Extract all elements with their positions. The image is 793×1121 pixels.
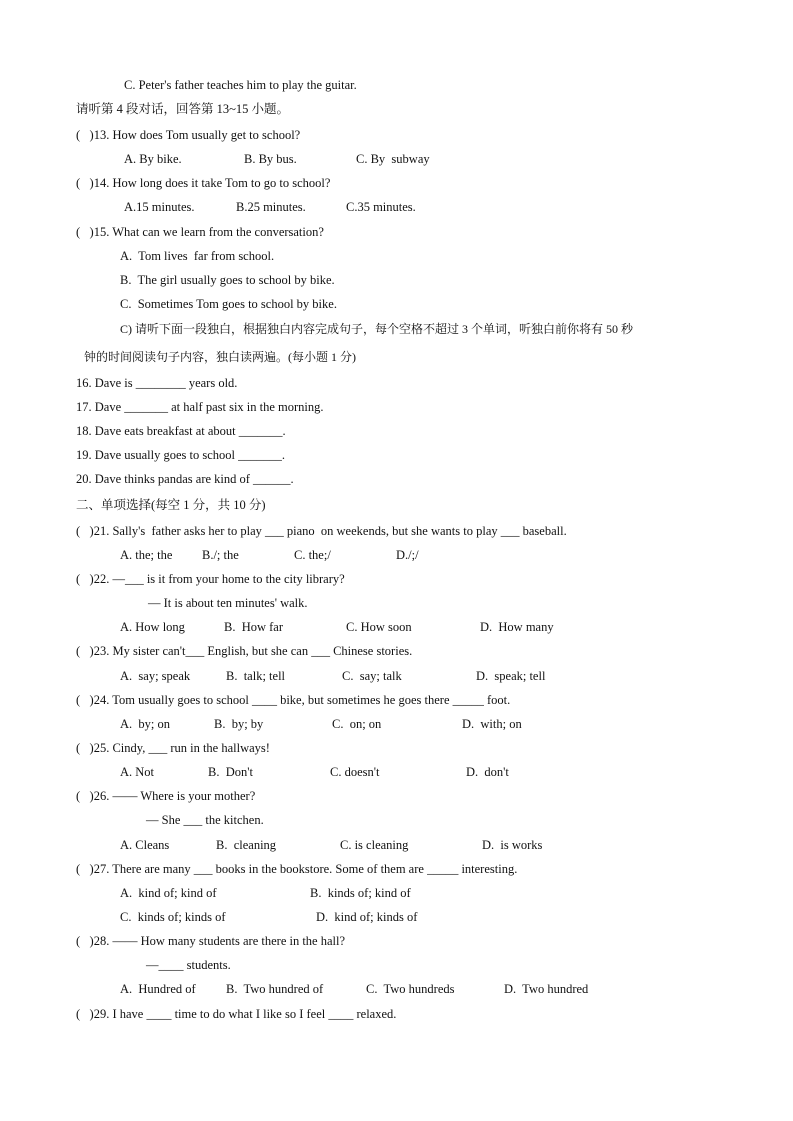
q20: 20. Dave thinks pandas are kind of ______. — [76, 472, 294, 486]
q24-option-c: C. on; on — [332, 717, 382, 731]
q27-option-b: B. kinds of; kind of — [310, 886, 411, 900]
q24-stem: ( )24. Tom usually goes to school ____ bike, but sometimes he goes there _____ foot. — [76, 693, 511, 707]
q26-option-d: D. is works — [482, 838, 543, 852]
q13-option-b: B. By bus. — [244, 152, 297, 166]
q14-stem: ( )14. How long does it take Tom to go to school? — [76, 176, 331, 190]
q21-option-d: D./;/ — [396, 548, 419, 562]
q14-option-a: A.15 minutes. — [124, 200, 195, 214]
q23-option-b: B. talk; tell — [226, 669, 286, 683]
q28-stem: ( )28. —— How many students are there in the hall? — [76, 934, 346, 948]
q28-option-d: D. Two hundred — [504, 982, 589, 996]
q15-option-a: A. Tom lives far from school. — [120, 249, 275, 263]
q26-option-a: A. Cleans — [120, 838, 170, 852]
q25-option-d: D. don't — [466, 765, 509, 779]
q22-option-a: A. How long — [120, 620, 185, 634]
q17: 17. Dave _______ at half past six in the morning. — [76, 400, 324, 414]
q23-option-d: D. speak; tell — [476, 669, 546, 683]
q21-stem: ( )21. Sally's father asks her to play ___ piano on weekends, but she wants to play ___ baseball. — [76, 524, 567, 538]
q21-option-a: A. the; the — [120, 548, 173, 562]
q14-option-b: B.25 minutes. — [236, 200, 306, 214]
q23-option-a: A. say; speak — [120, 669, 191, 683]
q12-option-c: C. Peter's father teaches him to play the guitar. — [124, 78, 357, 92]
q24-option-a: A. by; on — [120, 717, 170, 731]
q25-option-b: B. Don't — [208, 765, 253, 779]
q27-stem: ( )27. There are many ___ books in the bookstore. Some of them are _____ interesting. — [76, 862, 518, 876]
q15-stem: ( )15. What can we learn from the conversation? — [76, 225, 324, 239]
section-c-instruction-line1: C) 请听下面一段独白，根据独白内容完成句子，每个空格不超过 3 个单词，听独白前你将有 50 秒 — [120, 322, 634, 336]
q13-stem: ( )13. How does Tom usually get to school? — [76, 128, 301, 142]
q18: 18. Dave eats breakfast at about _______. — [76, 424, 286, 438]
q26-reply: — She ___ the kitchen. — [146, 813, 264, 827]
q13-option-a: A. By bike. — [124, 152, 182, 166]
q15-option-c: C. Sometimes Tom goes to school by bike. — [120, 297, 337, 311]
section-c-instruction-line2: 钟的时间阅读句子内容，独白读两遍。(每小题 1 分) — [84, 350, 356, 364]
section-4-instruction: 请听第 4 段对话，回答第 13~15 小题。 — [76, 102, 290, 116]
q22-option-c: C. How soon — [346, 620, 412, 634]
q22-stem: ( )22. —___ is it from your home to the city library? — [76, 572, 345, 586]
q19: 19. Dave usually goes to school _______. — [76, 448, 286, 462]
q14-option-c: C.35 minutes. — [346, 200, 416, 214]
q26-stem: ( )26. —— Where is your mother? — [76, 789, 256, 803]
q28-reply: —____ students. — [146, 958, 231, 972]
q21-option-b: B./; the — [202, 548, 239, 562]
q15-option-b: B. The girl usually goes to school by bike. — [120, 273, 335, 287]
q26-option-b: B. cleaning — [216, 838, 277, 852]
q24-option-d: D. with; on — [462, 717, 522, 731]
q22-reply: — It is about ten minutes' walk. — [148, 596, 308, 610]
q23-stem: ( )23. My sister can't___ English, but she can ___ Chinese stories. — [76, 644, 413, 658]
q13-option-c: C. By subway — [356, 152, 430, 166]
q25-stem: ( )25. Cindy, ___ run in the hallways! — [76, 741, 270, 755]
q27-option-c: C. kinds of; kinds of — [120, 910, 226, 924]
q23-option-c: C. say; talk — [342, 669, 402, 683]
q24-option-b: B. by; by — [214, 717, 264, 731]
q28-option-a: A. Hundred of — [120, 982, 196, 996]
q28-option-c: C. Two hundreds — [366, 982, 455, 996]
q25-option-a: A. Not — [120, 765, 155, 779]
q26-option-c: C. is cleaning — [340, 838, 409, 852]
q22-option-d: D. How many — [480, 620, 554, 634]
q22-option-b: B. How far — [224, 620, 284, 634]
q21-option-c: C. the;/ — [294, 548, 331, 562]
q27-option-a: A. kind of; kind of — [120, 886, 217, 900]
q27-option-d: D. kind of; kinds of — [316, 910, 418, 924]
q16: 16. Dave is ________ years old. — [76, 376, 238, 390]
part2-title: 二、单项选择(每空 1 分，共 10 分) — [76, 498, 266, 512]
q25-option-c: C. doesn't — [330, 765, 380, 779]
q28-option-b: B. Two hundred of — [226, 982, 324, 996]
q29-stem: ( )29. I have ____ time to do what I like so I feel ____ relaxed. — [76, 1007, 397, 1021]
